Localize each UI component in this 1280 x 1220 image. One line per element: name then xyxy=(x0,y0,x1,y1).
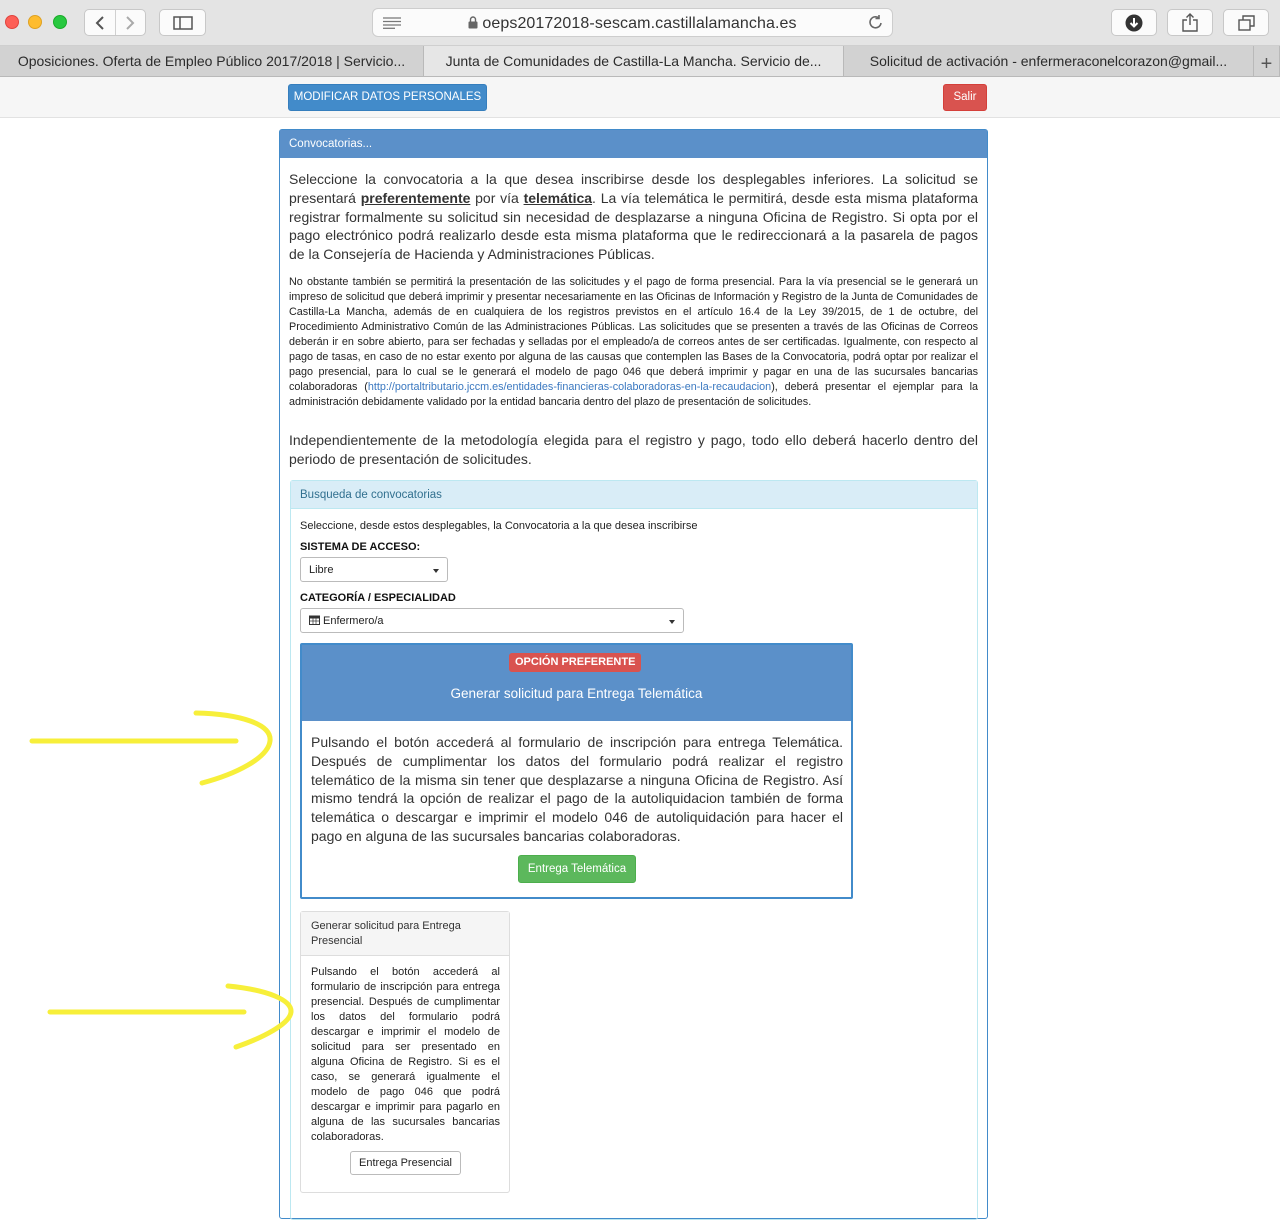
intro-emphasis: preferentemente xyxy=(360,189,471,206)
tab-overview-button[interactable] xyxy=(1223,9,1269,36)
intro-paragraph xyxy=(289,170,978,264)
presencial-option-panel xyxy=(300,911,510,1193)
presencial-submit-button[interactable]: Entrega Presencial xyxy=(350,1151,461,1175)
panel-heading: Convocatorias... xyxy=(280,130,987,158)
category-select[interactable] xyxy=(300,608,684,633)
tabs-icon xyxy=(1238,15,1255,31)
telematic-option-description: Pulsando el botón accederá al formulario de inscripción para entrega Telemática. Después de cumplimentar los datos del formulario podrá realizar el registro telemático de la misma sin tener que desplazarse a ninguna Oficina de Registro. Así mismo tendrá la opción de realizar el pago de la autoliquidacion también de forma telemática o descargar e imprimir el modelo 046 de autoliquidación para hacer el pago en alguna de las sucursales bancarias colaboradoras. xyxy=(311,734,843,844)
telematic-submit-button[interactable]: Entrega Telemática xyxy=(518,855,636,883)
plus-icon: + xyxy=(1260,53,1273,75)
url-value: oeps20172018-sescam.castillalamancha.es xyxy=(482,15,797,32)
access-system-select[interactable] xyxy=(300,557,448,582)
forward-button[interactable] xyxy=(115,10,145,35)
info-text: No obstante también se permitirá la presentación de las solicitudes y el pago de forma presencial. Para la vía presencial se le generará un impreso de solicitud que deberá imprimir y presentar necesariamente en las Oficinas de Información y Registro de la Junta de Comunidades de Castilla-La Mancha, además de en cualquiera de los registros previstos en el artículo 16.4 de la Ley 39/2015, de 1 de octubre, del Procedimiento Administrativo Común de las Administraciones Públicas. Las solicitudes que se presenten a través de las Oficinas de Correos deberán ir en sobre abierto, para ser fechadas y selladas por el empleado/a de correos antes de ser certificadas. Igualmente, con respecto al pago de tasas, en caso de no estar exento por alguna de las causas que contemplen las Bases de la Convocatoria, podrá optar por realizar el pago presencial, para lo cual se le generará el modelo de pago 046 que deberá imprimir y pagar en una de las sucursales bancarias colaboradoras ( xyxy=(289,276,978,393)
telematic-option-panel xyxy=(300,643,853,899)
tab-title: Junta de Comunidades de Castilla-La Mancha. Servicio de... xyxy=(445,53,822,69)
presencial-option-description: Pulsando el botón accederá al formulario de inscripción para entrega presencial. Después de cumplimentar los datos del formulario podrá descargar e imprimir el modelo de solicitud para ser presentado en alguna Oficina de Registro. Si es el caso, se generará igualmente el modelo de pago 046 que podrá descargar e imprimir para pagarlo en alguna de las sucursales bancarias colaboradoras. xyxy=(311,966,500,1143)
arrow-icon xyxy=(50,986,291,1047)
deadline-paragraph: Independientemente de la metodología elegida para el registro y pago, todo ello deberá hacerlo dentro del periodo de presentación de solicitudes. xyxy=(289,432,978,467)
page-top-bar xyxy=(0,77,1280,118)
tab-title: Oposiciones. Oferta de Empleo Público 2017/2018 | Servicio... xyxy=(17,53,406,69)
close-window-button[interactable] xyxy=(5,15,19,29)
sidebar-icon xyxy=(173,16,193,30)
intro-emphasis: telemática xyxy=(523,189,593,206)
modify-personal-data-button[interactable]: MODIFICAR DATOS PERSONALES xyxy=(288,84,487,111)
access-system-value: Libre xyxy=(309,564,334,576)
tab-solicitud-activacion[interactable] xyxy=(844,46,1254,76)
minimize-window-button[interactable] xyxy=(28,15,42,29)
url-text xyxy=(373,15,892,33)
zoom-window-button[interactable] xyxy=(53,15,67,29)
sidebar-button[interactable] xyxy=(159,9,206,36)
intro-text: Seleccione la convocatoria a la que desea inscribirse desde los desplegables inferiores. La solicitud se presentará xyxy=(289,171,978,206)
arrow-icon xyxy=(32,713,270,783)
browser-toolbar xyxy=(0,0,1280,46)
calendar-icon xyxy=(309,615,320,625)
presencial-info-paragraph xyxy=(289,275,978,410)
exit-button[interactable]: Salir xyxy=(943,84,987,111)
reload-icon[interactable] xyxy=(868,14,884,31)
downloads-button[interactable] xyxy=(1111,9,1157,36)
caret-down-icon xyxy=(433,569,439,573)
category-value: Enfermero/a xyxy=(323,615,384,627)
tab-junta-comunidades[interactable] xyxy=(424,46,844,76)
intro-text: . La vía telemática le permitirá, desde esta misma plataforma registrar formalmente su solicitud sin necesidad de desplazarse a ninguna Oficina de Registro. Si opta por el pago electrónico podrá realizarlo desde esta misma plataforma que le redireccionará a la pasarela de pagos de la Consejería de Hacienda y Administraciones Públicas. xyxy=(289,189,978,263)
telematic-option-title: Generar solicitud para Entrega Telemática xyxy=(450,686,703,701)
chevron-right-icon xyxy=(125,15,135,31)
share-icon xyxy=(1182,13,1198,32)
info-text: ), deberá presentar el ejemplar para la administración debidamente validado por la entidad bancaria dentro del plazo de presentación de solicitudes. xyxy=(289,381,978,408)
address-bar[interactable] xyxy=(372,8,893,37)
search-panel xyxy=(290,480,978,1220)
tab-bar xyxy=(0,46,1280,77)
convocatorias-panel xyxy=(279,129,988,1219)
navigation-buttons xyxy=(84,9,146,36)
access-system-label: SISTEMA DE ACCESO: xyxy=(300,541,421,553)
search-instruction: Seleccione, desde estos desplegables, la Convocatoria a la que desea inscribirse xyxy=(300,520,698,532)
portal-tributario-link[interactable]: http://portaltributario.jccm.es/entidades-financieras-colaboradoras-en-la-recaudacion xyxy=(367,381,772,393)
tab-title: Solicitud de activación - enfermeraconelcorazon@gmail... xyxy=(869,53,1228,69)
intro-text: por vía xyxy=(470,189,524,206)
tab-oposiciones[interactable] xyxy=(0,46,424,76)
chevron-left-icon xyxy=(95,15,105,31)
search-heading: Busqueda de convocatorias xyxy=(291,481,977,509)
download-icon xyxy=(1125,14,1143,32)
share-button[interactable] xyxy=(1167,9,1213,36)
highlight-arrows xyxy=(0,0,300,1205)
caret-down-icon xyxy=(669,620,675,624)
telematic-option-heading xyxy=(302,645,851,721)
new-tab-button[interactable] xyxy=(1254,46,1280,76)
preferred-option-badge: OPCIÓN PREFERENTE xyxy=(509,653,641,672)
category-label: CATEGORÍA / ESPECIALIDAD xyxy=(300,592,456,604)
back-button[interactable] xyxy=(85,10,115,35)
lock-icon xyxy=(468,16,478,29)
presencial-option-title: Generar solicitud para Entrega Presencial xyxy=(301,912,509,956)
